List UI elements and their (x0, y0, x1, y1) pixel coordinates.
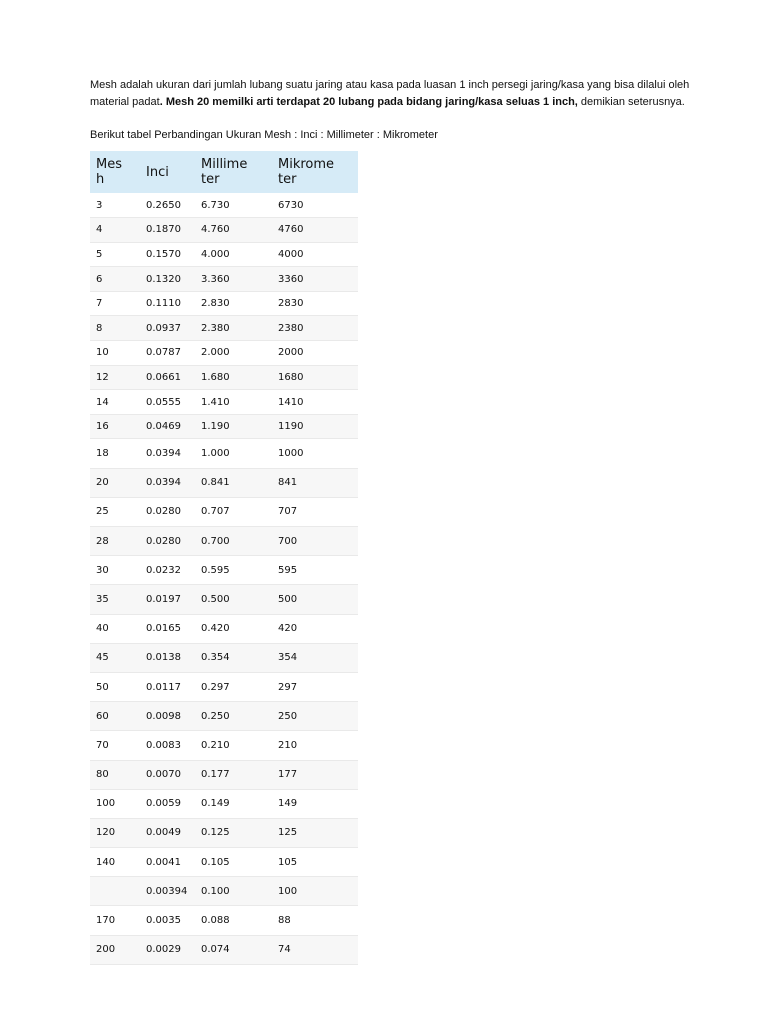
cell-millimeter: 0.088 (195, 906, 272, 935)
cell-mikrometer: 2380 (272, 316, 358, 341)
cell-inci: 0.0232 (140, 556, 195, 585)
table-row (90, 390, 358, 415)
cell-mesh: 7 (90, 291, 140, 316)
cell-millimeter: 1.000 (195, 439, 272, 468)
cell-inci: 0.0059 (140, 789, 195, 818)
cell-mesh: 35 (90, 585, 140, 614)
cell-mikrometer: 2830 (272, 291, 358, 316)
table-row (90, 341, 358, 366)
cell-inci: 0.0070 (140, 760, 195, 789)
cell-millimeter: 6.730 (195, 193, 272, 218)
cell-inci: 0.0165 (140, 614, 195, 643)
cell-inci: 0.0787 (140, 341, 195, 366)
table-caption: Berikut tabel Perbandingan Ukuran Mesh : Inci : Millimeter : Mikrometer (90, 129, 438, 141)
cell-inci: 0.0394 (140, 468, 195, 497)
header-mesh: Mes h (90, 151, 140, 193)
cell-millimeter: 0.500 (195, 585, 272, 614)
table-body (90, 193, 358, 964)
cell-millimeter: 0.595 (195, 556, 272, 585)
cell-millimeter: 2.380 (195, 316, 272, 341)
cell-inci: 0.0661 (140, 365, 195, 390)
cell-mesh: 6 (90, 267, 140, 292)
cell-millimeter: 2.830 (195, 291, 272, 316)
table-row (90, 527, 358, 556)
cell-mesh: 100 (90, 789, 140, 818)
table-row (90, 439, 358, 468)
cell-mesh: 25 (90, 497, 140, 526)
header-mikrometer: Mikrome ter (272, 151, 358, 193)
cell-mikrometer: 2000 (272, 341, 358, 366)
cell-inci: 0.0138 (140, 643, 195, 672)
cell-mesh (90, 877, 140, 906)
cell-mesh: 120 (90, 818, 140, 847)
table-row (90, 556, 358, 585)
cell-inci: 0.0937 (140, 316, 195, 341)
cell-mesh: 70 (90, 731, 140, 760)
cell-millimeter: 4.000 (195, 242, 272, 267)
cell-mesh: 45 (90, 643, 140, 672)
table-row (90, 193, 358, 218)
cell-inci: 0.0029 (140, 935, 195, 964)
cell-mesh: 3 (90, 193, 140, 218)
cell-mesh: 28 (90, 527, 140, 556)
cell-mikrometer: 74 (272, 935, 358, 964)
table-row (90, 316, 358, 341)
table-row (90, 365, 358, 390)
cell-mikrometer: 250 (272, 702, 358, 731)
cell-millimeter: 0.707 (195, 497, 272, 526)
cell-mesh: 170 (90, 906, 140, 935)
cell-inci: 0.1870 (140, 218, 195, 243)
cell-inci: 0.0083 (140, 731, 195, 760)
cell-millimeter: 1.190 (195, 414, 272, 439)
cell-millimeter: 0.125 (195, 818, 272, 847)
cell-inci: 0.2650 (140, 193, 195, 218)
cell-mikrometer: 297 (272, 672, 358, 701)
table-row (90, 291, 358, 316)
table-row (90, 585, 358, 614)
cell-mikrometer: 210 (272, 731, 358, 760)
table-row (90, 218, 358, 243)
cell-mikrometer: 707 (272, 497, 358, 526)
cell-inci: 0.0280 (140, 497, 195, 526)
cell-inci: 0.0197 (140, 585, 195, 614)
mesh-conversion-table (90, 151, 358, 965)
cell-millimeter: 0.105 (195, 848, 272, 877)
cell-mesh: 200 (90, 935, 140, 964)
cell-mesh: 5 (90, 242, 140, 267)
cell-inci: 0.0469 (140, 414, 195, 439)
cell-mesh: 40 (90, 614, 140, 643)
table-row (90, 731, 358, 760)
table-row (90, 877, 358, 906)
cell-millimeter: 0.210 (195, 731, 272, 760)
cell-mesh: 30 (90, 556, 140, 585)
table-row (90, 497, 358, 526)
cell-millimeter: 0.177 (195, 760, 272, 789)
cell-mesh: 12 (90, 365, 140, 390)
cell-millimeter: 3.360 (195, 267, 272, 292)
cell-inci: 0.0280 (140, 527, 195, 556)
cell-mikrometer: 177 (272, 760, 358, 789)
cell-mesh: 10 (90, 341, 140, 366)
table-row (90, 242, 358, 267)
table-row (90, 760, 358, 789)
table-row (90, 906, 358, 935)
cell-mikrometer: 4760 (272, 218, 358, 243)
header-inci: Inci (140, 151, 195, 193)
cell-mikrometer: 595 (272, 556, 358, 585)
cell-mesh: 4 (90, 218, 140, 243)
table-header-row (90, 151, 358, 193)
cell-mikrometer: 4000 (272, 242, 358, 267)
table-row (90, 818, 358, 847)
table-row (90, 414, 358, 439)
cell-millimeter: 0.074 (195, 935, 272, 964)
cell-millimeter: 2.000 (195, 341, 272, 366)
cell-inci: 0.0117 (140, 672, 195, 701)
table-row (90, 702, 358, 731)
cell-mikrometer: 6730 (272, 193, 358, 218)
cell-mikrometer: 1410 (272, 390, 358, 415)
cell-millimeter: 0.354 (195, 643, 272, 672)
cell-mesh: 18 (90, 439, 140, 468)
cell-mikrometer: 1190 (272, 414, 358, 439)
header-millimeter: Millime ter (195, 151, 272, 193)
table-row (90, 672, 358, 701)
cell-mesh: 20 (90, 468, 140, 497)
cell-mesh: 80 (90, 760, 140, 789)
cell-millimeter: 4.760 (195, 218, 272, 243)
intro-paragraph (90, 77, 690, 110)
intro-bold-text: . Mesh 20 memilki arti terdapat 20 lubang pada bidang jaring/kasa seluas 1 inch, (159, 95, 578, 108)
cell-millimeter: 0.297 (195, 672, 272, 701)
cell-inci: 0.1110 (140, 291, 195, 316)
cell-mikrometer: 100 (272, 877, 358, 906)
cell-mikrometer: 1000 (272, 439, 358, 468)
cell-mesh: 60 (90, 702, 140, 731)
cell-millimeter: 0.700 (195, 527, 272, 556)
cell-mesh: 14 (90, 390, 140, 415)
cell-mikrometer: 3360 (272, 267, 358, 292)
cell-millimeter: 1.410 (195, 390, 272, 415)
cell-mikrometer: 420 (272, 614, 358, 643)
cell-mikrometer: 700 (272, 527, 358, 556)
table-row (90, 267, 358, 292)
intro-text-end: demikian seterusnya. (577, 95, 685, 108)
cell-mikrometer: 88 (272, 906, 358, 935)
cell-millimeter: 1.680 (195, 365, 272, 390)
table-row (90, 789, 358, 818)
cell-inci: 0.1320 (140, 267, 195, 292)
cell-inci: 0.1570 (140, 242, 195, 267)
cell-inci: 0.0041 (140, 848, 195, 877)
table-row (90, 848, 358, 877)
cell-mesh: 16 (90, 414, 140, 439)
cell-mesh: 140 (90, 848, 140, 877)
cell-mikrometer: 354 (272, 643, 358, 672)
cell-mikrometer: 841 (272, 468, 358, 497)
cell-inci: 0.0098 (140, 702, 195, 731)
table-row (90, 468, 358, 497)
cell-mesh: 50 (90, 672, 140, 701)
cell-inci: 0.0035 (140, 906, 195, 935)
table-row (90, 935, 358, 964)
cell-inci: 0.0394 (140, 439, 195, 468)
table-row (90, 614, 358, 643)
table-row (90, 643, 358, 672)
cell-mikrometer: 500 (272, 585, 358, 614)
cell-mikrometer: 149 (272, 789, 358, 818)
cell-inci: 0.00394 (140, 877, 195, 906)
cell-millimeter: 0.100 (195, 877, 272, 906)
intro-text: Mesh adalah ukuran dari jumlah lubang suatu jaring atau kasa pada luasan 1 inch persegi jaring/kasa yang bisa dilalui oleh material padat (90, 79, 690, 108)
cell-millimeter: 0.250 (195, 702, 272, 731)
cell-mikrometer: 1680 (272, 365, 358, 390)
cell-mesh: 8 (90, 316, 140, 341)
cell-millimeter: 0.149 (195, 789, 272, 818)
cell-mikrometer: 125 (272, 818, 358, 847)
cell-mikrometer: 105 (272, 848, 358, 877)
cell-millimeter: 0.841 (195, 468, 272, 497)
cell-millimeter: 0.420 (195, 614, 272, 643)
cell-inci: 0.0555 (140, 390, 195, 415)
cell-inci: 0.0049 (140, 818, 195, 847)
